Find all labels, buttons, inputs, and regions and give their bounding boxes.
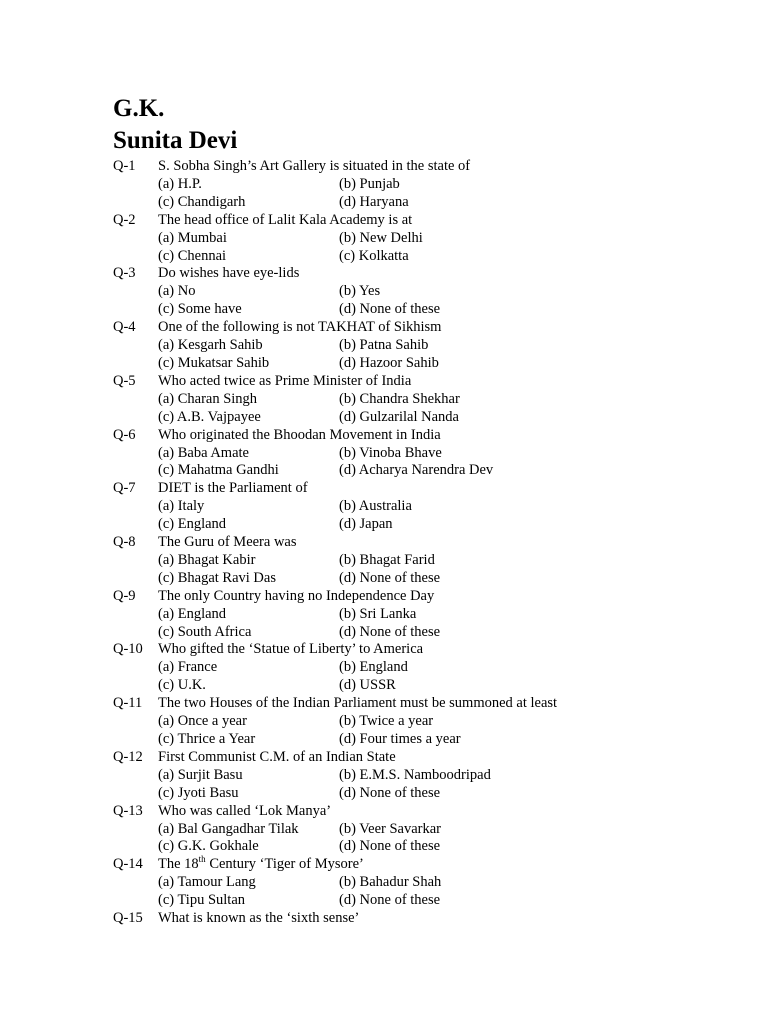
answer-option: (a) Kesgarh Sahib <box>158 337 263 354</box>
options-row <box>113 624 733 642</box>
indent-spacer <box>113 462 158 480</box>
indent-spacer <box>113 409 158 427</box>
options-row <box>113 731 733 749</box>
question-number: Q-2 <box>113 211 136 228</box>
question-list <box>113 158 733 928</box>
answer-option: (d) Hazoor Sahib <box>339 354 439 371</box>
question-text <box>158 856 733 874</box>
question-row <box>113 212 733 230</box>
question-row <box>113 534 733 552</box>
options-row <box>113 176 733 194</box>
indent-spacer <box>113 194 158 212</box>
question-row <box>113 856 733 874</box>
question-text: Who originated the Bhoodan Movement in India <box>158 426 441 443</box>
indent-spacer <box>113 785 158 803</box>
question-number: Q-15 <box>113 910 143 927</box>
answer-option: (c) Jyoti Basu <box>158 784 239 801</box>
indent-spacer <box>113 516 158 534</box>
answer-option: (b) Bahadur Shah <box>339 874 442 891</box>
answer-option: (a) Once a year <box>158 713 247 730</box>
answer-option: (a) Surjit Basu <box>158 766 243 783</box>
options-row <box>113 570 733 588</box>
options-row <box>113 677 733 695</box>
options-row <box>113 821 733 839</box>
options-row <box>113 659 733 677</box>
answer-option: (c) Thrice a Year <box>158 731 256 747</box>
options-row <box>113 462 733 480</box>
indent-spacer <box>113 624 158 642</box>
question-text-part: Century ‘Tiger of Mysore’ <box>205 856 364 873</box>
answer-option: (b) Bhagat Farid <box>339 551 435 568</box>
options-row <box>113 516 733 534</box>
question-text: The two Houses of the Indian Parliament must be summoned at least <box>158 695 558 712</box>
question-row <box>113 480 733 498</box>
question-number: Q-7 <box>113 480 136 497</box>
question-row <box>113 265 733 283</box>
answer-option: (d) None of these <box>339 784 441 801</box>
answer-option: (b) Sri Lanka <box>339 605 417 622</box>
question-text: What is known as the ‘sixth sense’ <box>158 910 360 927</box>
indent-spacer <box>113 731 158 749</box>
answer-option: (b) England <box>339 659 408 676</box>
answer-option: (c) South Africa <box>158 623 252 640</box>
answer-option: (d) USSR <box>339 677 396 694</box>
question-item <box>113 319 733 373</box>
answer-option: (a) Charan Singh <box>158 390 258 407</box>
question-item <box>113 427 733 481</box>
question-text: Who acted twice as Prime Minister of India <box>158 372 412 389</box>
answer-option: (b) Yes <box>339 283 381 300</box>
options-row <box>113 301 733 319</box>
answer-option: (c) England <box>158 516 227 533</box>
question-item <box>113 803 733 857</box>
indent-spacer <box>113 606 158 624</box>
options-row <box>113 892 733 910</box>
question-text: DIET is the Parliament of <box>158 480 308 497</box>
answer-option: (d) Four times a year <box>339 731 461 747</box>
answer-option: (d) Haryana <box>339 193 409 210</box>
document-title: G.K. <box>113 95 165 122</box>
question-text: The Guru of Meera was <box>158 534 297 551</box>
question-row <box>113 695 733 713</box>
question-number: Q-12 <box>113 748 143 765</box>
question-number: Q-9 <box>113 587 136 604</box>
question-item <box>113 534 733 588</box>
question-number: Q-11 <box>113 695 143 712</box>
answer-option: (a) Bal Gangadhar Tilak <box>158 820 299 837</box>
question-row <box>113 910 733 928</box>
question-number: Q-10 <box>113 641 143 658</box>
answer-option: (d) Acharya Narendra Dev <box>339 462 494 479</box>
answer-option: (b) New Delhi <box>339 229 423 246</box>
question-row <box>113 803 733 821</box>
indent-spacer <box>113 230 158 248</box>
question-item <box>113 480 733 534</box>
options-row <box>113 194 733 212</box>
indent-spacer <box>113 874 158 892</box>
answer-option: (c) U.K. <box>158 677 206 694</box>
options-row <box>113 355 733 373</box>
question-number: Q-6 <box>113 426 136 443</box>
indent-spacer <box>113 445 158 463</box>
question-row <box>113 427 733 445</box>
answer-option: (b) Australia <box>339 498 412 515</box>
question-text: Who gifted the ‘Statue of Liberty’ to America <box>158 641 424 658</box>
author-name: Sunita Devi <box>113 127 238 154</box>
question-row <box>113 641 733 659</box>
indent-spacer <box>113 337 158 355</box>
options-row <box>113 409 733 427</box>
question-text-part: The 18 <box>158 856 199 873</box>
answer-option: (c) Chennai <box>158 247 227 264</box>
indent-spacer <box>113 301 158 319</box>
answer-option: (a) Tamour Lang <box>158 874 256 891</box>
question-item <box>113 373 733 427</box>
question-text: Who was called ‘Lok Manya’ <box>158 802 332 819</box>
question-row <box>113 373 733 391</box>
answer-option: (c) Some have <box>158 301 242 318</box>
question-item <box>113 588 733 642</box>
answer-option: (b) E.M.S. Namboodripad <box>339 766 491 783</box>
options-row <box>113 498 733 516</box>
answer-option: (c) Mahatma Gandhi <box>158 462 279 479</box>
indent-spacer <box>113 659 158 677</box>
indent-spacer <box>113 892 158 910</box>
answer-option: (a) No <box>158 283 196 300</box>
options-row <box>113 337 733 355</box>
question-row <box>113 749 733 767</box>
question-item <box>113 910 733 928</box>
question-row <box>113 158 733 176</box>
answer-option: (d) None of these <box>339 623 441 640</box>
answer-option: (b) Punjab <box>339 175 400 192</box>
options-row <box>113 283 733 301</box>
options-row <box>113 713 733 731</box>
question-item <box>113 641 733 695</box>
answer-option: (b) Patna Sahib <box>339 337 429 354</box>
options-row <box>113 391 733 409</box>
document-page <box>113 93 733 928</box>
indent-spacer <box>113 176 158 194</box>
options-row <box>113 785 733 803</box>
question-item <box>113 695 733 749</box>
question-text: First Communist C.M. of an Indian State <box>158 748 396 765</box>
question-item <box>113 749 733 803</box>
options-row <box>113 248 733 266</box>
indent-spacer <box>113 570 158 588</box>
indent-spacer <box>113 677 158 695</box>
question-text: S. Sobha Singh’s Art Gallery is situated in the state of <box>158 158 471 174</box>
answer-option: (c) G.K. Gokhale <box>158 838 259 855</box>
question-text: The only Country having no Independence Day <box>158 587 435 604</box>
indent-spacer <box>113 498 158 516</box>
answer-option: (b) Chandra Shekhar <box>339 390 460 407</box>
indent-spacer <box>113 821 158 839</box>
answer-option: (c) Tipu Sultan <box>158 892 246 909</box>
answer-option: (a) England <box>158 605 227 622</box>
question-text: The head office of Lalit Kala Academy is at <box>158 211 413 228</box>
options-row <box>113 606 733 624</box>
indent-spacer <box>113 355 158 373</box>
indent-spacer <box>113 838 158 856</box>
answer-option: (a) Baba Amate <box>158 444 249 461</box>
options-row <box>113 838 733 856</box>
answer-option: (d) Japan <box>339 516 393 533</box>
answer-option: (d) None of these <box>339 838 441 855</box>
question-item <box>113 158 733 212</box>
question-number: Q-1 <box>113 158 136 174</box>
question-number: Q-4 <box>113 319 136 336</box>
answer-option: (c) Mukatsar Sahib <box>158 354 270 371</box>
answer-option: (b) Veer Savarkar <box>339 820 441 837</box>
options-row <box>113 874 733 892</box>
answer-option: (b) Vinoba Bhave <box>339 444 442 461</box>
answer-option: (b) Twice a year <box>339 713 434 730</box>
answer-option: (c) Bhagat Ravi Das <box>158 569 276 586</box>
question-number: Q-14 <box>113 856 143 873</box>
answer-option: (a) Italy <box>158 498 205 515</box>
answer-option: (a) Bhagat Kabir <box>158 551 256 568</box>
answer-option: (d) None of these <box>339 892 441 909</box>
question-row <box>113 319 733 337</box>
question-row <box>113 588 733 606</box>
answer-option: (a) Mumbai <box>158 229 227 246</box>
answer-option: (a) France <box>158 659 218 676</box>
question-text: One of the following is not TAKHAT of Sikhism <box>158 319 442 336</box>
answer-option: (c) Chandigarh <box>158 193 246 210</box>
options-row <box>113 767 733 785</box>
question-number: Q-8 <box>113 534 136 551</box>
question-number: Q-5 <box>113 372 136 389</box>
answer-option: (d) Gulzarilal Nanda <box>339 408 459 425</box>
question-item <box>113 856 733 910</box>
indent-spacer <box>113 283 158 301</box>
indent-spacer <box>113 248 158 266</box>
options-row <box>113 230 733 248</box>
indent-spacer <box>113 391 158 409</box>
question-item <box>113 212 733 266</box>
answer-option: (c) Kolkatta <box>339 247 409 264</box>
answer-option: (a) H.P. <box>158 175 202 192</box>
answer-option: (c) A.B. Vajpayee <box>158 408 261 425</box>
answer-option: (d) None of these <box>339 569 441 586</box>
question-text: Do wishes have eye-lids <box>158 265 300 282</box>
superscript: th <box>198 854 206 865</box>
answer-option: (d) None of these <box>339 301 441 318</box>
indent-spacer <box>113 552 158 570</box>
options-row <box>113 445 733 463</box>
options-row <box>113 552 733 570</box>
question-number: Q-13 <box>113 802 143 819</box>
question-number: Q-3 <box>113 265 136 282</box>
question-item <box>113 265 733 319</box>
indent-spacer <box>113 713 158 731</box>
indent-spacer <box>113 767 158 785</box>
